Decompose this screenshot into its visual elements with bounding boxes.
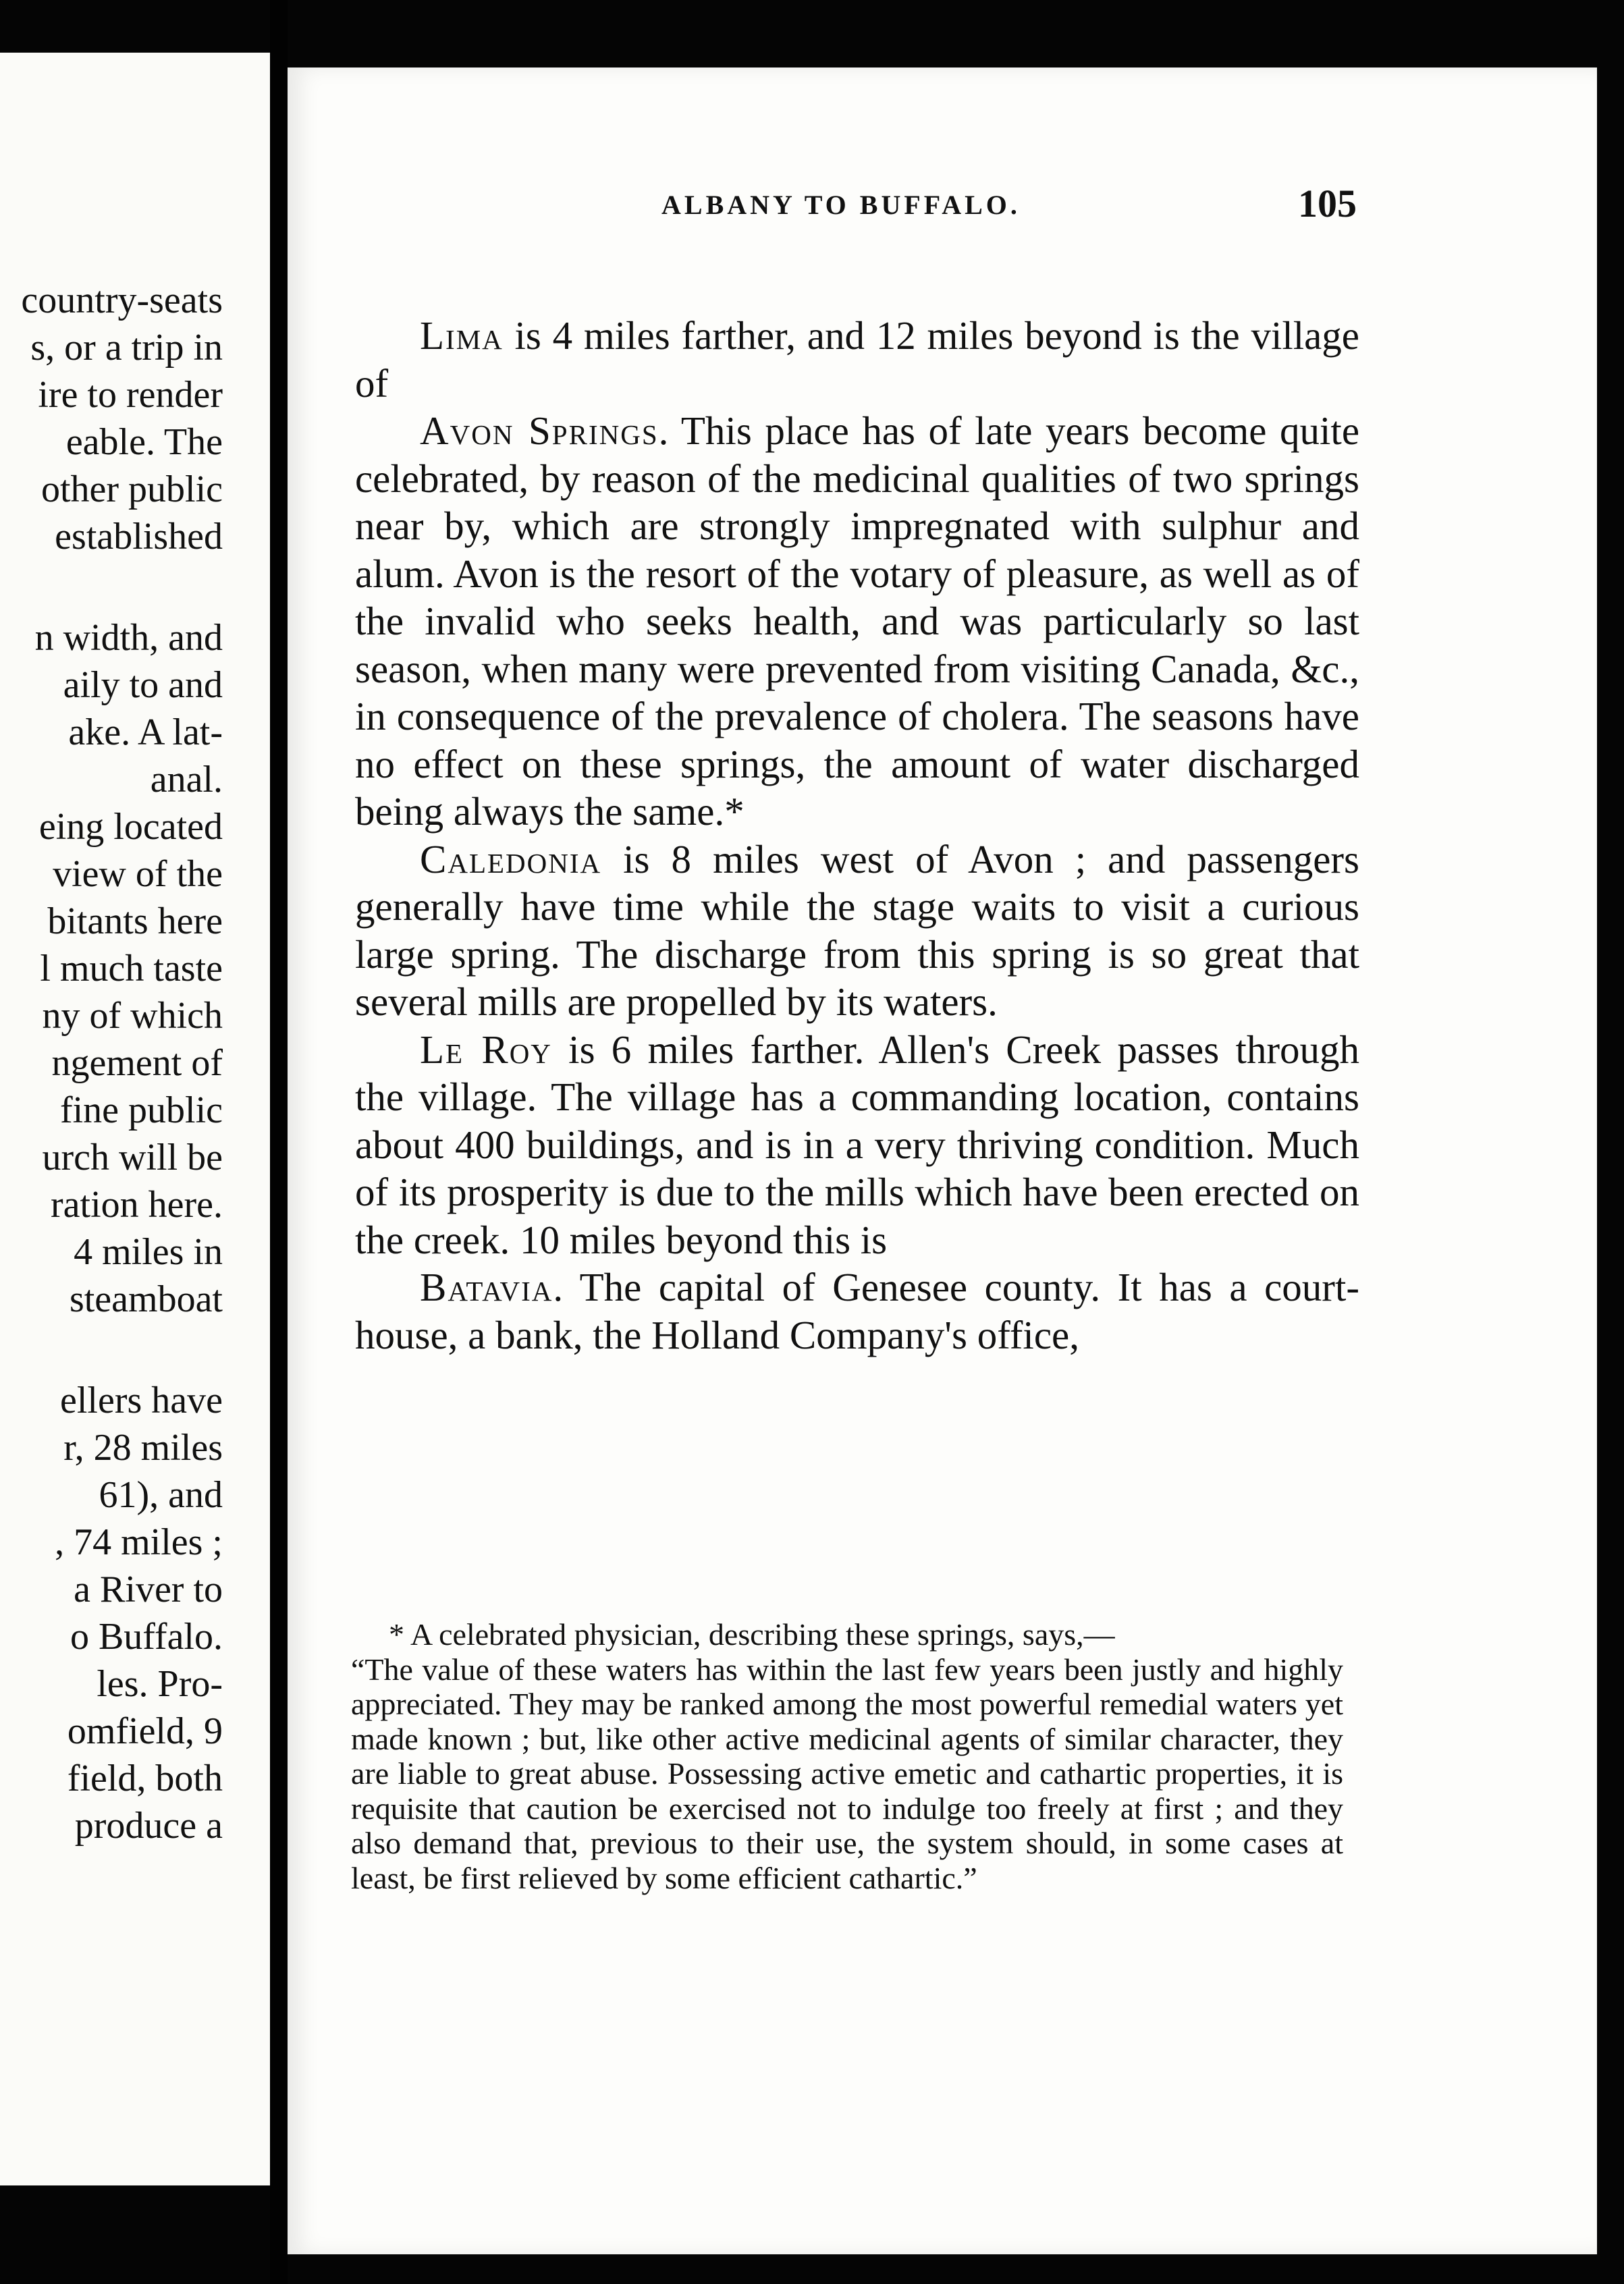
left-page-line: les. Pro-: [97, 1663, 223, 1705]
paragraph-le-roy: [355, 1026, 1359, 1264]
paragraph-text: is 4 miles farther, and 12 miles beyond is the village of: [355, 313, 1359, 406]
paragraph-text: . This place has of late years become quite celebrated, by reason of the medicinal qualities of two springs near by, which are strongly impregnated with sulphur and alum. Avon is the resort of the votary of pleasure, as well as of the invalid who seeks health, and was particularly so last season, when many were prevented from visiting Canada, &c., in consequence of the prevalence of cholera. The seasons have no effect on these springs, the amount of water discharged being always the same.*: [355, 408, 1360, 834]
left-page-line: ake. A lat-: [68, 711, 223, 753]
left-page-line: n width, and: [34, 617, 223, 659]
left-page-line: aily to and: [63, 664, 223, 706]
place-name: Lima: [420, 313, 504, 358]
left-page-line: r, 28 miles: [63, 1427, 223, 1469]
left-page-line: ration here.: [51, 1184, 223, 1226]
body-text: [355, 312, 1359, 1359]
left-page-line: 61), and: [99, 1474, 223, 1516]
left-page-line: 4 miles in: [74, 1231, 223, 1273]
left-page: [0, 53, 270, 2185]
paragraph-text: is 6 miles farther. Allen's Creek passes through the village. The village has a commanding location, contains about 400 buildings, and is in a very thriving condition. Much of its prosperity is due to the mills which have been erected on the creek. 10 miles beyond this is: [355, 1027, 1359, 1262]
footnote-quote: “The value of these waters has within the last few years been justly and highly appreciated. They may be ranked among the most powerful remedial waters yet made known ; but, like other active medicinal agents of similar character, they are liable to great abuse. Possessing active emetic and cathartic properties, it is requisite that caution be exercised not to indulge too freely at first ; and they also demand that, previous to their use, the system should, in some cases at least, be first relieved by some efficient cathartic.”: [351, 1652, 1343, 1895]
left-page-line: , 74 miles ;: [55, 1521, 223, 1563]
book-spine: [270, 0, 288, 2284]
left-page-line: anal.: [150, 759, 223, 800]
place-name: Caledonia: [420, 836, 602, 881]
left-page-line: established: [55, 516, 223, 558]
left-page-line: field, both: [67, 1758, 223, 1799]
left-page-line: ire to render: [38, 374, 223, 416]
place-name: Avon Springs: [420, 408, 659, 453]
left-page-line: s, or a trip in: [30, 327, 223, 369]
paragraph-text: is 8 miles west of Avon ; and passengers generally have time while the stage waits to visit a curious large spring. The discharge from this spring is so great that several mills are propelled by its waters.: [355, 836, 1359, 1024]
left-page-line: eable. The: [65, 421, 223, 463]
running-title: ALBANY TO BUFFALO.: [661, 190, 1021, 220]
paragraph-caledonia: [355, 836, 1359, 1026]
left-page-line: l much taste: [40, 948, 223, 989]
left-page-line: eing located: [38, 806, 223, 848]
place-name: Le Roy: [420, 1027, 552, 1072]
paragraph-avon-springs: [355, 407, 1359, 836]
footnote: [351, 1617, 1343, 1895]
left-page-line: fine public: [59, 1089, 223, 1131]
paragraph-lima: [355, 312, 1359, 407]
left-page-line: view of the: [53, 853, 223, 895]
footnote-intro: * A celebrated physician, describing these springs, says,—: [389, 1617, 1115, 1652]
place-name: Batavia: [420, 1265, 553, 1309]
left-page-line: bitants here: [47, 900, 223, 942]
left-page-line: ngement of: [51, 1042, 223, 1084]
left-page-line: o Buffalo.: [70, 1616, 223, 1658]
left-page-line: produce a: [74, 1805, 223, 1847]
left-page-line: other public: [40, 468, 223, 510]
paragraph-batavia: [355, 1263, 1359, 1359]
left-page-line: urch will be: [42, 1137, 223, 1178]
left-page-line: ny of which: [42, 995, 223, 1037]
page-header: [378, 181, 1357, 235]
left-page-line: a River to: [74, 1569, 223, 1610]
left-page-line: omfield, 9: [67, 1710, 223, 1752]
left-page-line: ellers have: [60, 1380, 223, 1421]
page-number: 105: [1298, 182, 1357, 225]
paragraph-text: . The capital of Genesee county. It has a court-house, a bank, the Holland Company's office,: [355, 1265, 1359, 1357]
left-page-line: country-seats: [21, 279, 223, 321]
left-page-line: steamboat: [69, 1278, 223, 1320]
